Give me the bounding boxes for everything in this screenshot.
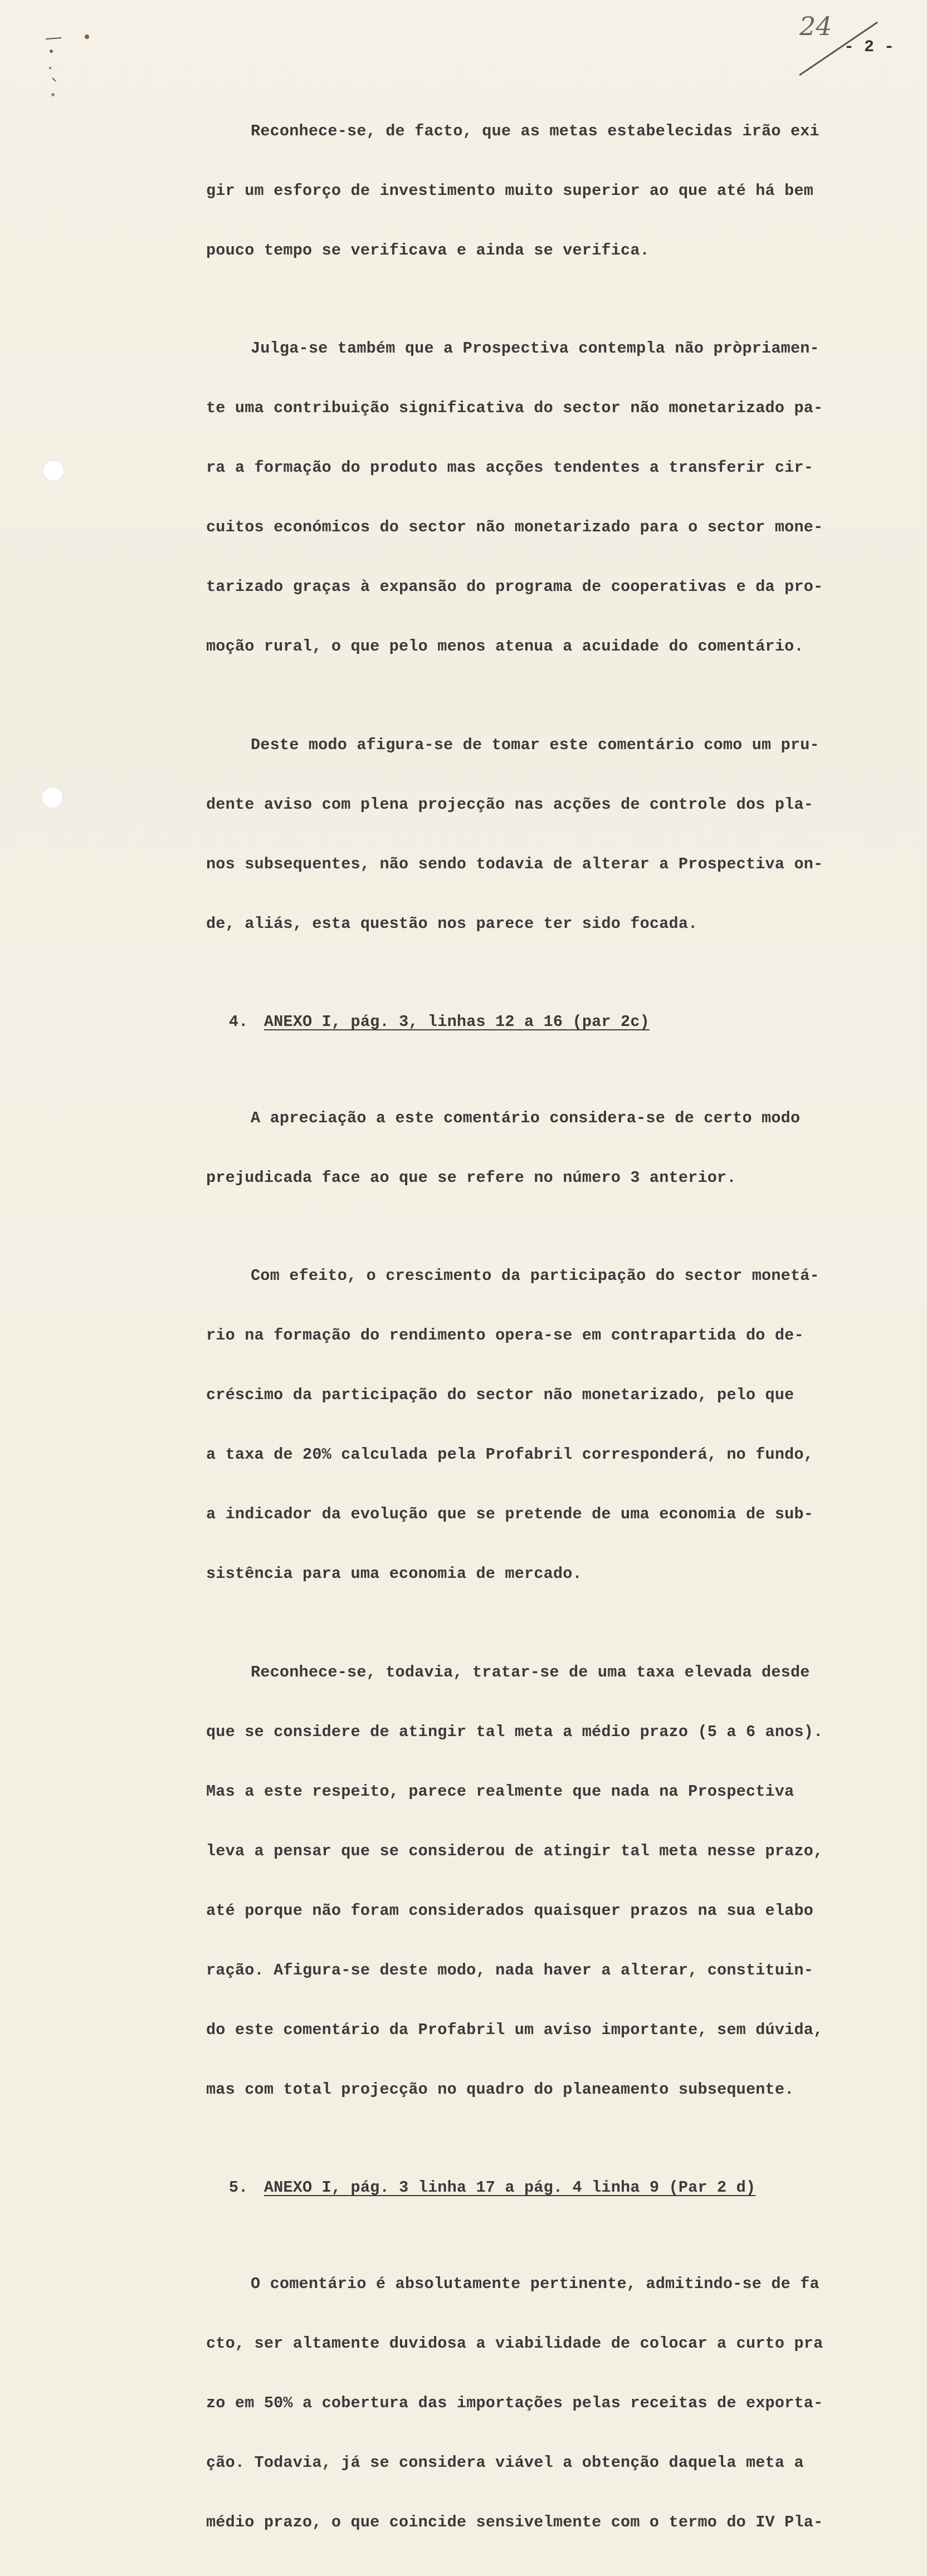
text-line: sistência para uma economia de mercado.	[206, 1565, 582, 1583]
text-line: créscimo da participação do sector não monetarizado, pelo que	[206, 1386, 794, 1404]
text-line: zo em 50% a cobertura das importações pelas receitas de exporta-	[206, 2393, 823, 2412]
text-line: ração. Afigura-se deste modo, nada haver a alterar, constituin-	[206, 1961, 814, 1979]
text-line: Reconhece-se, de facto, que as metas estabelecidas irão exi	[251, 121, 819, 140]
text-line: nos subsequentes, não sendo todavia de alterar a Prospectiva on-	[206, 854, 823, 873]
section-5-heading	[171, 2143, 908, 2233]
text-line: que se considere de atingir tal meta a médio prazo (5 a 6 anos).	[206, 1722, 823, 1741]
text-line: médio prazo, o que coincide sensivelmente com o termo do IV Pla-	[206, 2513, 823, 2531]
text-line: Com efeito, o crescimento da participação do sector monetá-	[251, 1267, 819, 1285]
paragraph-comentario-pertinente	[206, 2239, 908, 2567]
punch-hole-bottom	[41, 786, 64, 809]
text-line: do este comentário da Profabril um aviso importante, sem dúvida,	[206, 2020, 823, 2039]
paragraph-com-efeito	[206, 1231, 908, 1619]
paragraph-reconhece-todavia	[206, 1627, 908, 2134]
section-number: 5.	[228, 2178, 248, 2197]
section-title: ANEXO I, pág. 3, linhas 12 a 16 (par 2c)	[264, 1013, 650, 1031]
text-line: Reconhece-se, todavia, tratar-se de uma taxa elevada desde	[251, 1663, 810, 1682]
text-line: pouco tempo se verificava e ainda se verifica.	[206, 241, 650, 260]
text-line: a taxa de 20% calculada pela Profabril corresponderá, no fundo,	[206, 1445, 814, 1464]
text-line: Julga-se também que a Prospectiva contempla não pròpriamen-	[251, 339, 819, 358]
text-line: gir um esforço de investimento muito superior ao que até há bem	[206, 181, 814, 200]
paragraph-julga	[206, 304, 908, 692]
text-line: mas com total projecção no quadro do planeamento subsequente.	[206, 2080, 794, 2099]
text-line: prejudicada face ao que se refere no número 3 anterior.	[206, 1168, 736, 1187]
text-line: cto, ser altamente duvidosa a viabilidade de colocar a curto pra	[206, 2334, 823, 2353]
text-line: até porque não foram considerados quaisquer prazos na sua elabo	[206, 1901, 814, 1920]
text-line: de, aliás, esta questão nos parece ter sido focada.	[206, 914, 698, 933]
punch-hole-top	[42, 460, 65, 482]
page-number: - 2 -	[844, 38, 895, 57]
document-body	[206, 86, 908, 2576]
paragraph-deste-modo	[206, 700, 908, 969]
text-line: a indicador da evolução que se pretende de uma economia de sub-	[206, 1505, 814, 1523]
section-title: ANEXO I, pág. 3 linha 17 a pág. 4 linha 9 (Par 2 d)	[264, 2178, 756, 2197]
text-line: ra a formação do produto mas acções tendentes a transferir cir-	[206, 458, 814, 477]
text-line: dente aviso com plena projecção nas acções de controle dos pla-	[206, 795, 814, 814]
text-line: moção rural, o que pelo menos atenua a acuidade do comentário.	[206, 637, 804, 656]
ink-marks-icon	[45, 35, 95, 101]
text-line: ção. Todavia, já se considera viável a obtenção daquela meta a	[206, 2453, 804, 2472]
text-line: O comentário é absolutamente pertinente, admitindo-se de fa	[251, 2274, 819, 2293]
section-4-heading	[171, 977, 908, 1067]
paragraph-apreciacao	[206, 1073, 908, 1223]
section-number: 4.	[228, 1013, 248, 1031]
text-line: rio na formação do rendimento opera-se em contrapartida do de-	[206, 1326, 804, 1345]
text-line: cuitos económicos do sector não monetarizado para o sector mone-	[206, 518, 823, 536]
text-line: A apreciação a este comentário considera-se de certo modo	[251, 1108, 801, 1127]
text-line: Mas a este respeito, parece realmente que nada na Prospectiva	[206, 1782, 794, 1801]
text-line: tarizado graças à expansão do programa de cooperativas e da pro-	[206, 578, 823, 596]
handwritten-folio-number: 24	[799, 11, 832, 41]
text-line: leva a pensar que se considerou de atingir tal meta nesse prazo,	[206, 1841, 823, 1860]
paragraph-reconhece	[206, 86, 908, 295]
text-line: Deste modo afigura-se de tomar este comentário como um pru-	[251, 735, 819, 754]
text-line: te uma contribuição significativa do sector não monetarizado pa-	[206, 399, 823, 417]
